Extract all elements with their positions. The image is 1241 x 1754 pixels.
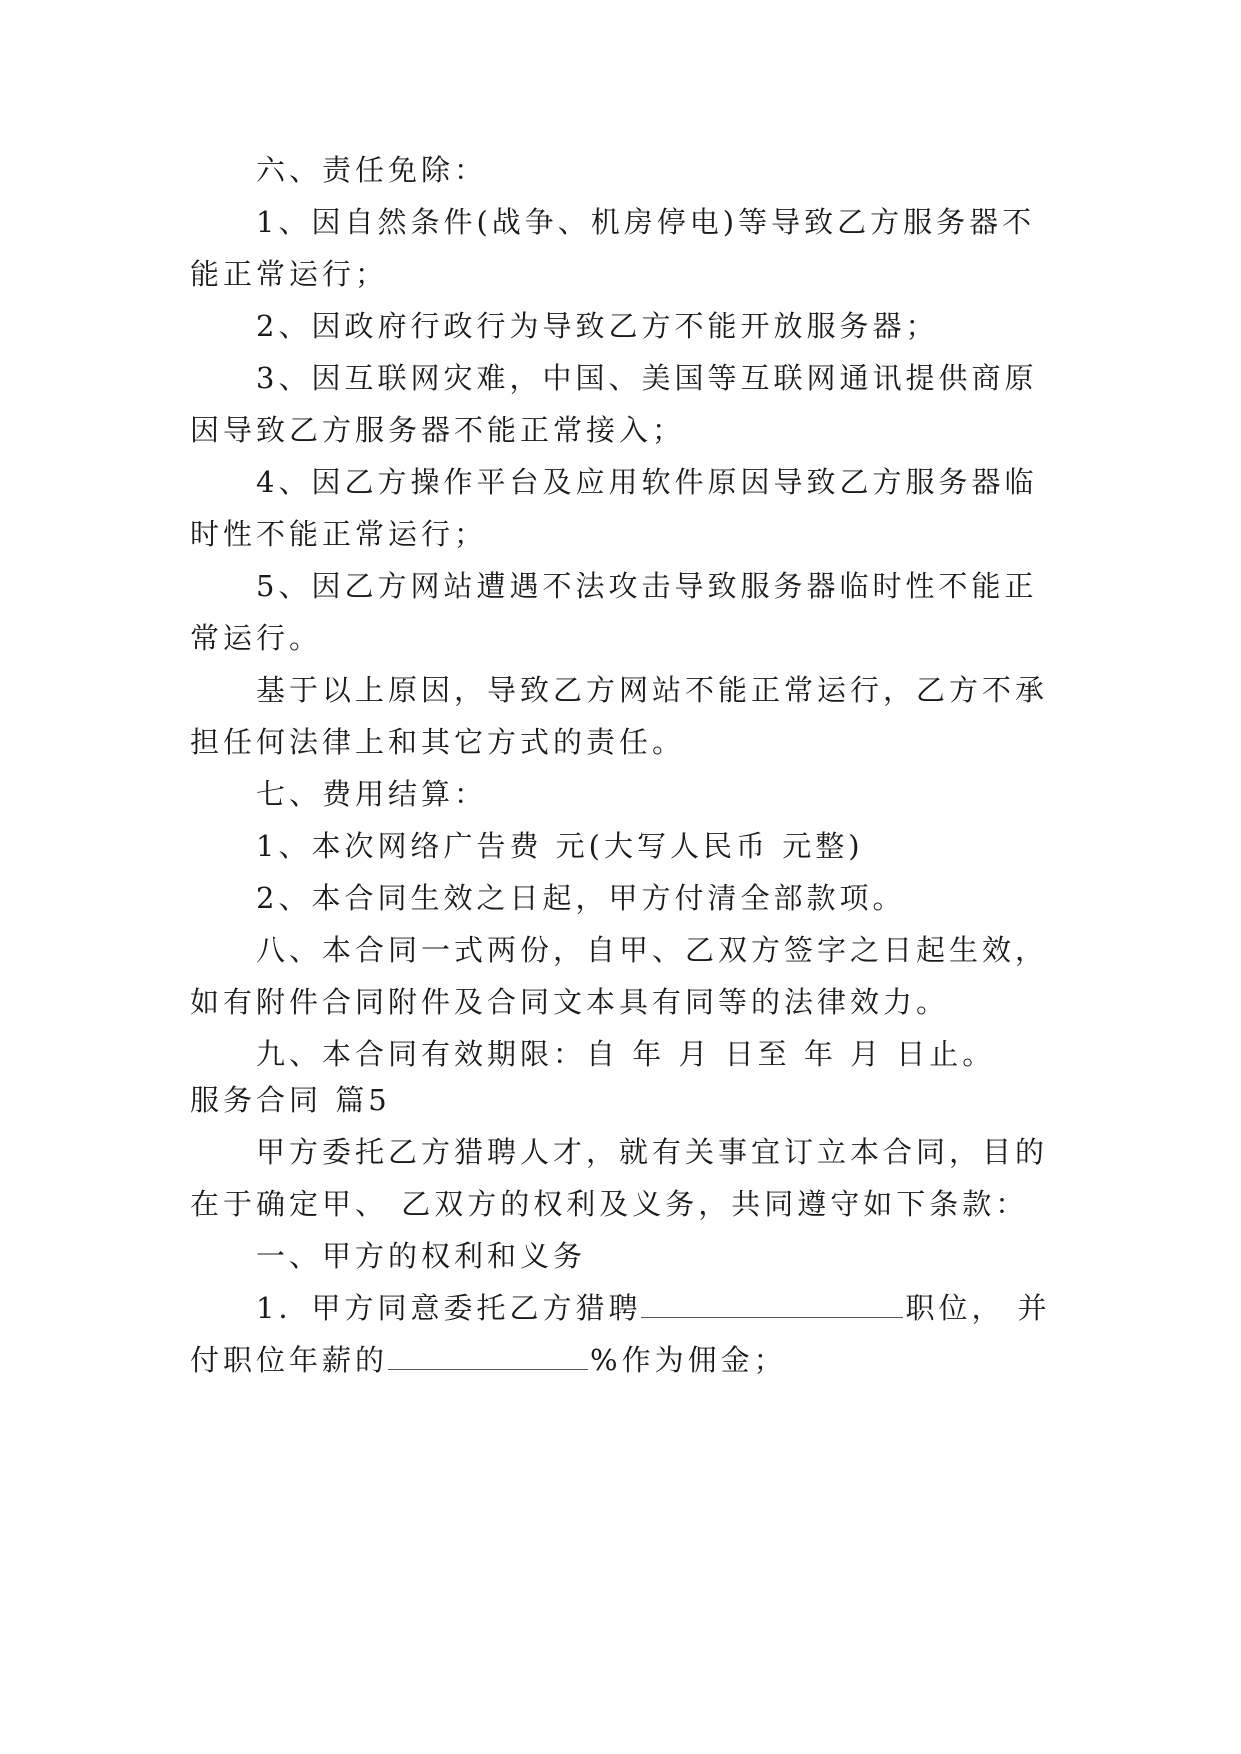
position-blank xyxy=(641,1289,903,1318)
paragraph-line: 担任何法律上和其它方式的责任。 xyxy=(190,725,686,759)
paragraph-line: 4、因乙方操作平台及应用软件原因导致乙方服务器临 xyxy=(256,465,1038,499)
clause-line-with-blank xyxy=(256,1288,1126,1328)
section-heading-party-a-rights: 一、甲方的权利和义务 xyxy=(256,1239,587,1273)
section-heading-liability-exemption: 六、责任免除： xyxy=(256,153,488,187)
paragraph-line: 九、本合同有效期限：自 年 月 日至 年 月 日止。 xyxy=(256,1037,996,1071)
clause-text: 职位， 并 xyxy=(905,1291,1051,1325)
paragraph-line: 常运行。 xyxy=(190,621,323,655)
paragraph-line: 能正常运行； xyxy=(190,257,389,291)
paragraph-line: 3、因互联网灾难，中国、美国等互联网通讯提供商原 xyxy=(256,361,1038,395)
paragraph-line: 八、本合同一式两份，自甲、乙双方签字之日起生效， xyxy=(256,933,1049,967)
article-title: 服务合同 篇5 xyxy=(190,1083,391,1117)
paragraph-line: 1、本次网络广告费 元(大写人民币 元整) xyxy=(256,829,864,863)
paragraph-line: 2、因政府行政行为导致乙方不能开放服务器； xyxy=(256,309,939,343)
clause-text: 1．甲方同意委托乙方猎聘 xyxy=(256,1291,642,1325)
section-heading-fee-settlement: 七、费用结算： xyxy=(256,777,488,811)
paragraph-line: 1、因自然条件(战争、机房停电)等导致乙方服务器不 xyxy=(256,205,1036,239)
paragraph-line: 因导致乙方服务器不能正常接入； xyxy=(190,413,686,447)
paragraph-line: 基于以上原因，导致乙方网站不能正常运行，乙方不承 xyxy=(256,673,1049,707)
paragraph-line: 如有附件合同附件及合同文本具有同等的法律效力。 xyxy=(190,985,950,1019)
paragraph-line: 2、本合同生效之日起，甲方付清全部款项。 xyxy=(256,881,906,915)
clause-text: %作为佣金； xyxy=(590,1343,787,1377)
clause-line-with-blank xyxy=(190,1340,1060,1380)
clause-text: 付职位年薪的 xyxy=(190,1343,389,1377)
percentage-blank xyxy=(388,1341,588,1370)
paragraph-line: 甲方委托乙方猎聘人才，就有关事宜订立本合同，目的 xyxy=(256,1135,1049,1169)
paragraph-line: 时性不能正常运行； xyxy=(190,517,488,551)
paragraph-line: 在于确定甲、 乙双方的权利及义务，共同遵守如下条款： xyxy=(190,1187,1029,1221)
paragraph-line: 5、因乙方网站遭遇不法攻击导致服务器临时性不能正 xyxy=(256,569,1038,603)
